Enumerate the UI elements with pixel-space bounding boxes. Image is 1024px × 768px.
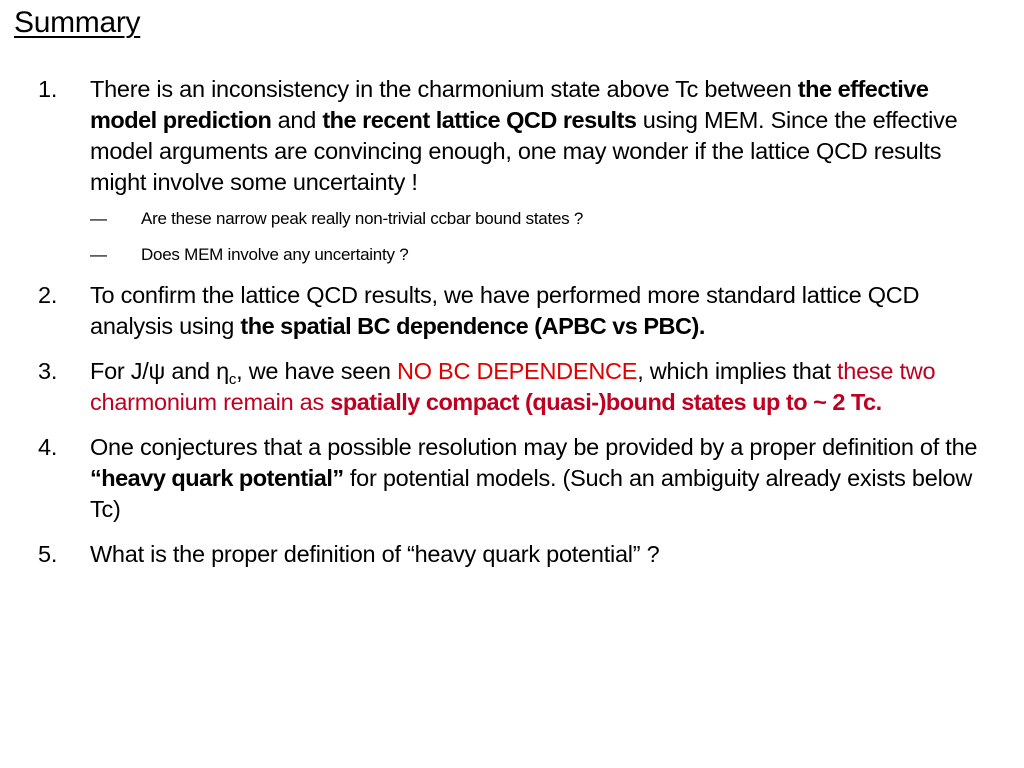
item-text: One conjectures that a possible resolution may be provided by a proper definition of the (90, 434, 978, 460)
item-number: 3. (38, 358, 58, 384)
summary-list (0, 74, 1024, 584)
item-text: , which implies that (637, 358, 838, 384)
item-text: and (271, 107, 323, 133)
sub-item-text: Does MEM involve any uncertainty ? (141, 245, 409, 264)
sub-item-text: Are these narrow peak really non-trivial ccbar bound states ? (141, 209, 584, 228)
summary-item-4 (0, 432, 1024, 525)
item-emphasis-red-bold: spatially compact (quasi-)bound states up to (330, 389, 808, 415)
slide-title: Summary (14, 6, 141, 39)
dash-bullet: — (90, 245, 107, 264)
item-text: for potential models. (Such an ambiguity already exists below Tc) (90, 465, 973, 522)
item-emphasis-red: these two charmonium remain as (90, 358, 936, 415)
item-text: For J/ψ and η (90, 358, 229, 384)
item-number: 2. (38, 282, 58, 308)
sub-item (0, 244, 994, 266)
item-text: There is an inconsistency in the charmonium state above Tc between (90, 76, 798, 102)
item-text: What is the proper definition of “heavy quark potential” ? (90, 541, 660, 567)
subscript-c: c (228, 371, 237, 388)
item-emphasis: “heavy quark potential” (90, 465, 344, 491)
summary-item-2 (0, 280, 1024, 342)
sub-list (0, 208, 994, 266)
summary-item-1 (0, 74, 1024, 266)
dash-bullet: — (90, 209, 107, 228)
item-number: 1. (38, 76, 58, 102)
item-emphasis: the recent lattice QCD results (322, 107, 637, 133)
no-bc-dependence-label: NO BC DEPENDENCE (397, 358, 638, 384)
summary-item-5 (0, 539, 1024, 570)
item-number: 4. (38, 434, 58, 460)
summary-item-3 (0, 356, 1024, 418)
item-number: 5. (38, 541, 58, 567)
sub-item (0, 208, 994, 230)
item-text: , we have seen (236, 358, 398, 384)
item-emphasis: the effective model prediction (90, 76, 929, 133)
item-text: To confirm the lattice QCD results, we have performed more standard lattice QCD analysis using (90, 282, 920, 339)
item-text: using MEM. Since the effective model arguments are convincing enough, one may wonder if the lattice QCD results might involve some uncertainty ! (90, 107, 958, 195)
item-emphasis: the spatial BC dependence (APBC vs PBC). (240, 313, 705, 339)
item-emphasis-red-bold: ~ 2 Tc. (813, 389, 882, 415)
